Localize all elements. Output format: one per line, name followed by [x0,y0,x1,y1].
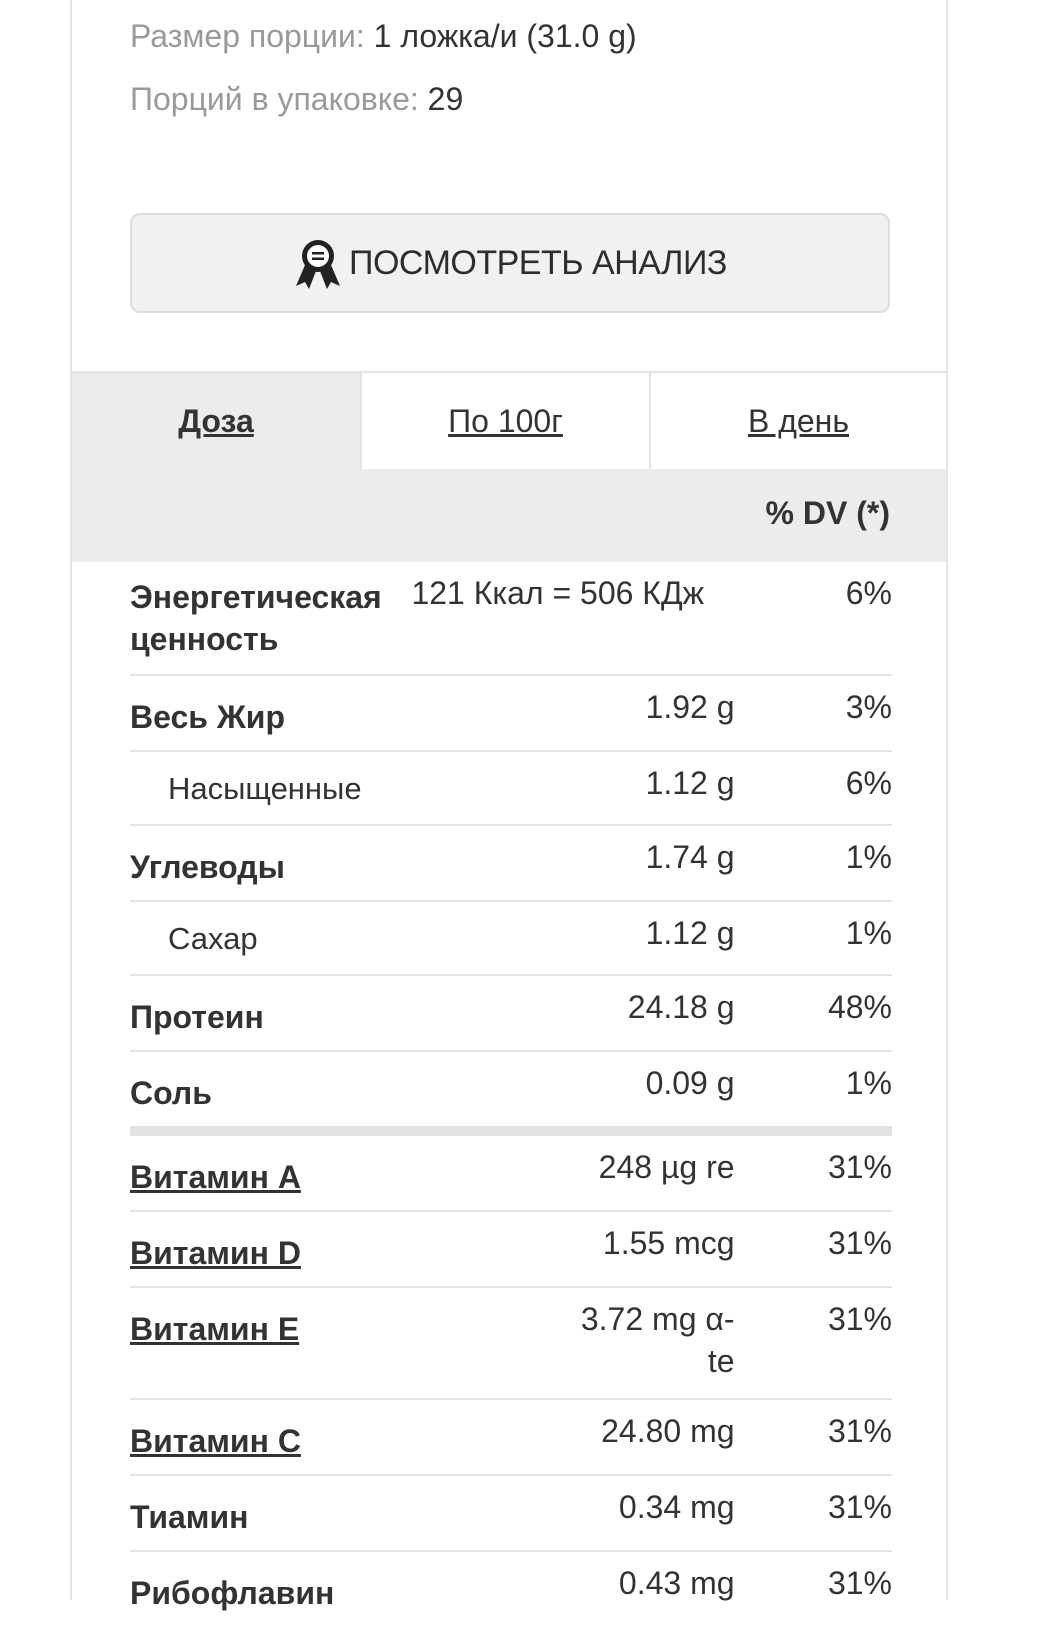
table-row [130,1136,892,1211]
table-row [130,1051,892,1126]
nutrient-amount: 0.34 mg [401,1475,734,1551]
table-row [130,675,892,751]
nutrient-amount: 3.72 mg α-te [580,1301,735,1379]
nutrient-name: Весь Жир [130,675,401,751]
nutrition-table [130,562,892,1626]
table-row [130,1211,892,1287]
nutrient-dv: 3% [735,675,892,751]
nutrient-dv: 48% [735,975,892,1051]
serving-size-label: Размер порции: [130,18,365,54]
nutrition-panel [70,0,948,1611]
nutrient-name: Протеин [130,975,401,1051]
award-ribbon-icon [293,237,343,289]
table-row [130,825,892,901]
nutrient-amount: 0.43 mg [618,1565,735,1601]
nutrient-dv: 31% [735,1211,892,1287]
nutrient-name: Рибофлавин [130,1575,335,1611]
nutrient-dv: 1% [735,825,892,901]
nutrient-amount: 24.18 g [401,975,734,1051]
nutrient-dv: 6% [735,562,892,675]
vitamin-link[interactable]: Витамин A [130,1136,401,1211]
table-row [130,1475,892,1551]
nutrient-amount: 1.55 mcg [401,1211,734,1287]
nutrient-amount: 0.09 g [645,1065,735,1101]
nutrient-dv: 31% [735,1399,892,1475]
nutrient-name: Соль [130,1075,212,1111]
nutrient-name: Насыщенные [130,751,401,825]
table-row [130,562,892,675]
view-analysis-label: ПОСМОТРЕТЬ АНАЛИЗ [349,243,727,282]
vitamin-link[interactable]: Витамин D [130,1211,401,1287]
table-row [130,1287,892,1399]
nutrient-name: Тиамин [130,1475,401,1551]
nutrient-dv: 6% [735,751,892,825]
tab-per-day[interactable]: В день [649,373,946,469]
servings-per-pack-value: 29 [427,81,464,117]
servings-per-pack [130,79,463,119]
dv-header: % DV (*) [765,495,890,531]
nutrient-dv: 1% [735,901,892,975]
table-row [130,751,892,825]
view-analysis-button[interactable] [130,213,890,313]
vitamin-link[interactable]: Витамин E [130,1287,401,1399]
nutrient-amount: 121 Ккал = 506 КДж [401,562,734,675]
nutrient-name: Энергетическая ценность [130,562,401,675]
nutrient-amount: 24.80 mg [401,1399,734,1475]
serving-size [130,16,637,56]
nutrient-dv: 31% [827,1565,892,1601]
dv-header-bar [72,469,946,562]
servings-per-pack-label: Порций в упаковке: [130,81,419,117]
vitamin-link[interactable]: Витамин C [130,1399,401,1475]
tab-per-100g[interactable]: По 100г [360,373,649,469]
nutrient-name: Сахар [130,901,401,975]
tab-dose[interactable]: Доза [72,373,360,469]
nutrient-dv: 31% [735,1287,892,1399]
nutrient-amount: 1.74 g [401,825,734,901]
nutrient-amount: 248 µg re [401,1136,734,1211]
table-row [130,1399,892,1475]
serving-tabs [72,371,946,469]
nutrient-amount: 1.12 g [401,901,734,975]
table-row [130,975,892,1051]
nutrient-amount: 1.92 g [401,675,734,751]
nutrient-amount: 1.12 g [401,751,734,825]
section-divider [130,1126,892,1136]
table-row [130,1551,892,1626]
nutrient-dv: 31% [735,1136,892,1211]
nutrient-dv: 31% [735,1475,892,1551]
table-row [130,901,892,975]
nutrient-dv: 1% [845,1065,892,1101]
nutrient-name: Углеводы [130,825,401,901]
serving-size-value: 1 ложка/и (31.0 g) [373,18,637,54]
